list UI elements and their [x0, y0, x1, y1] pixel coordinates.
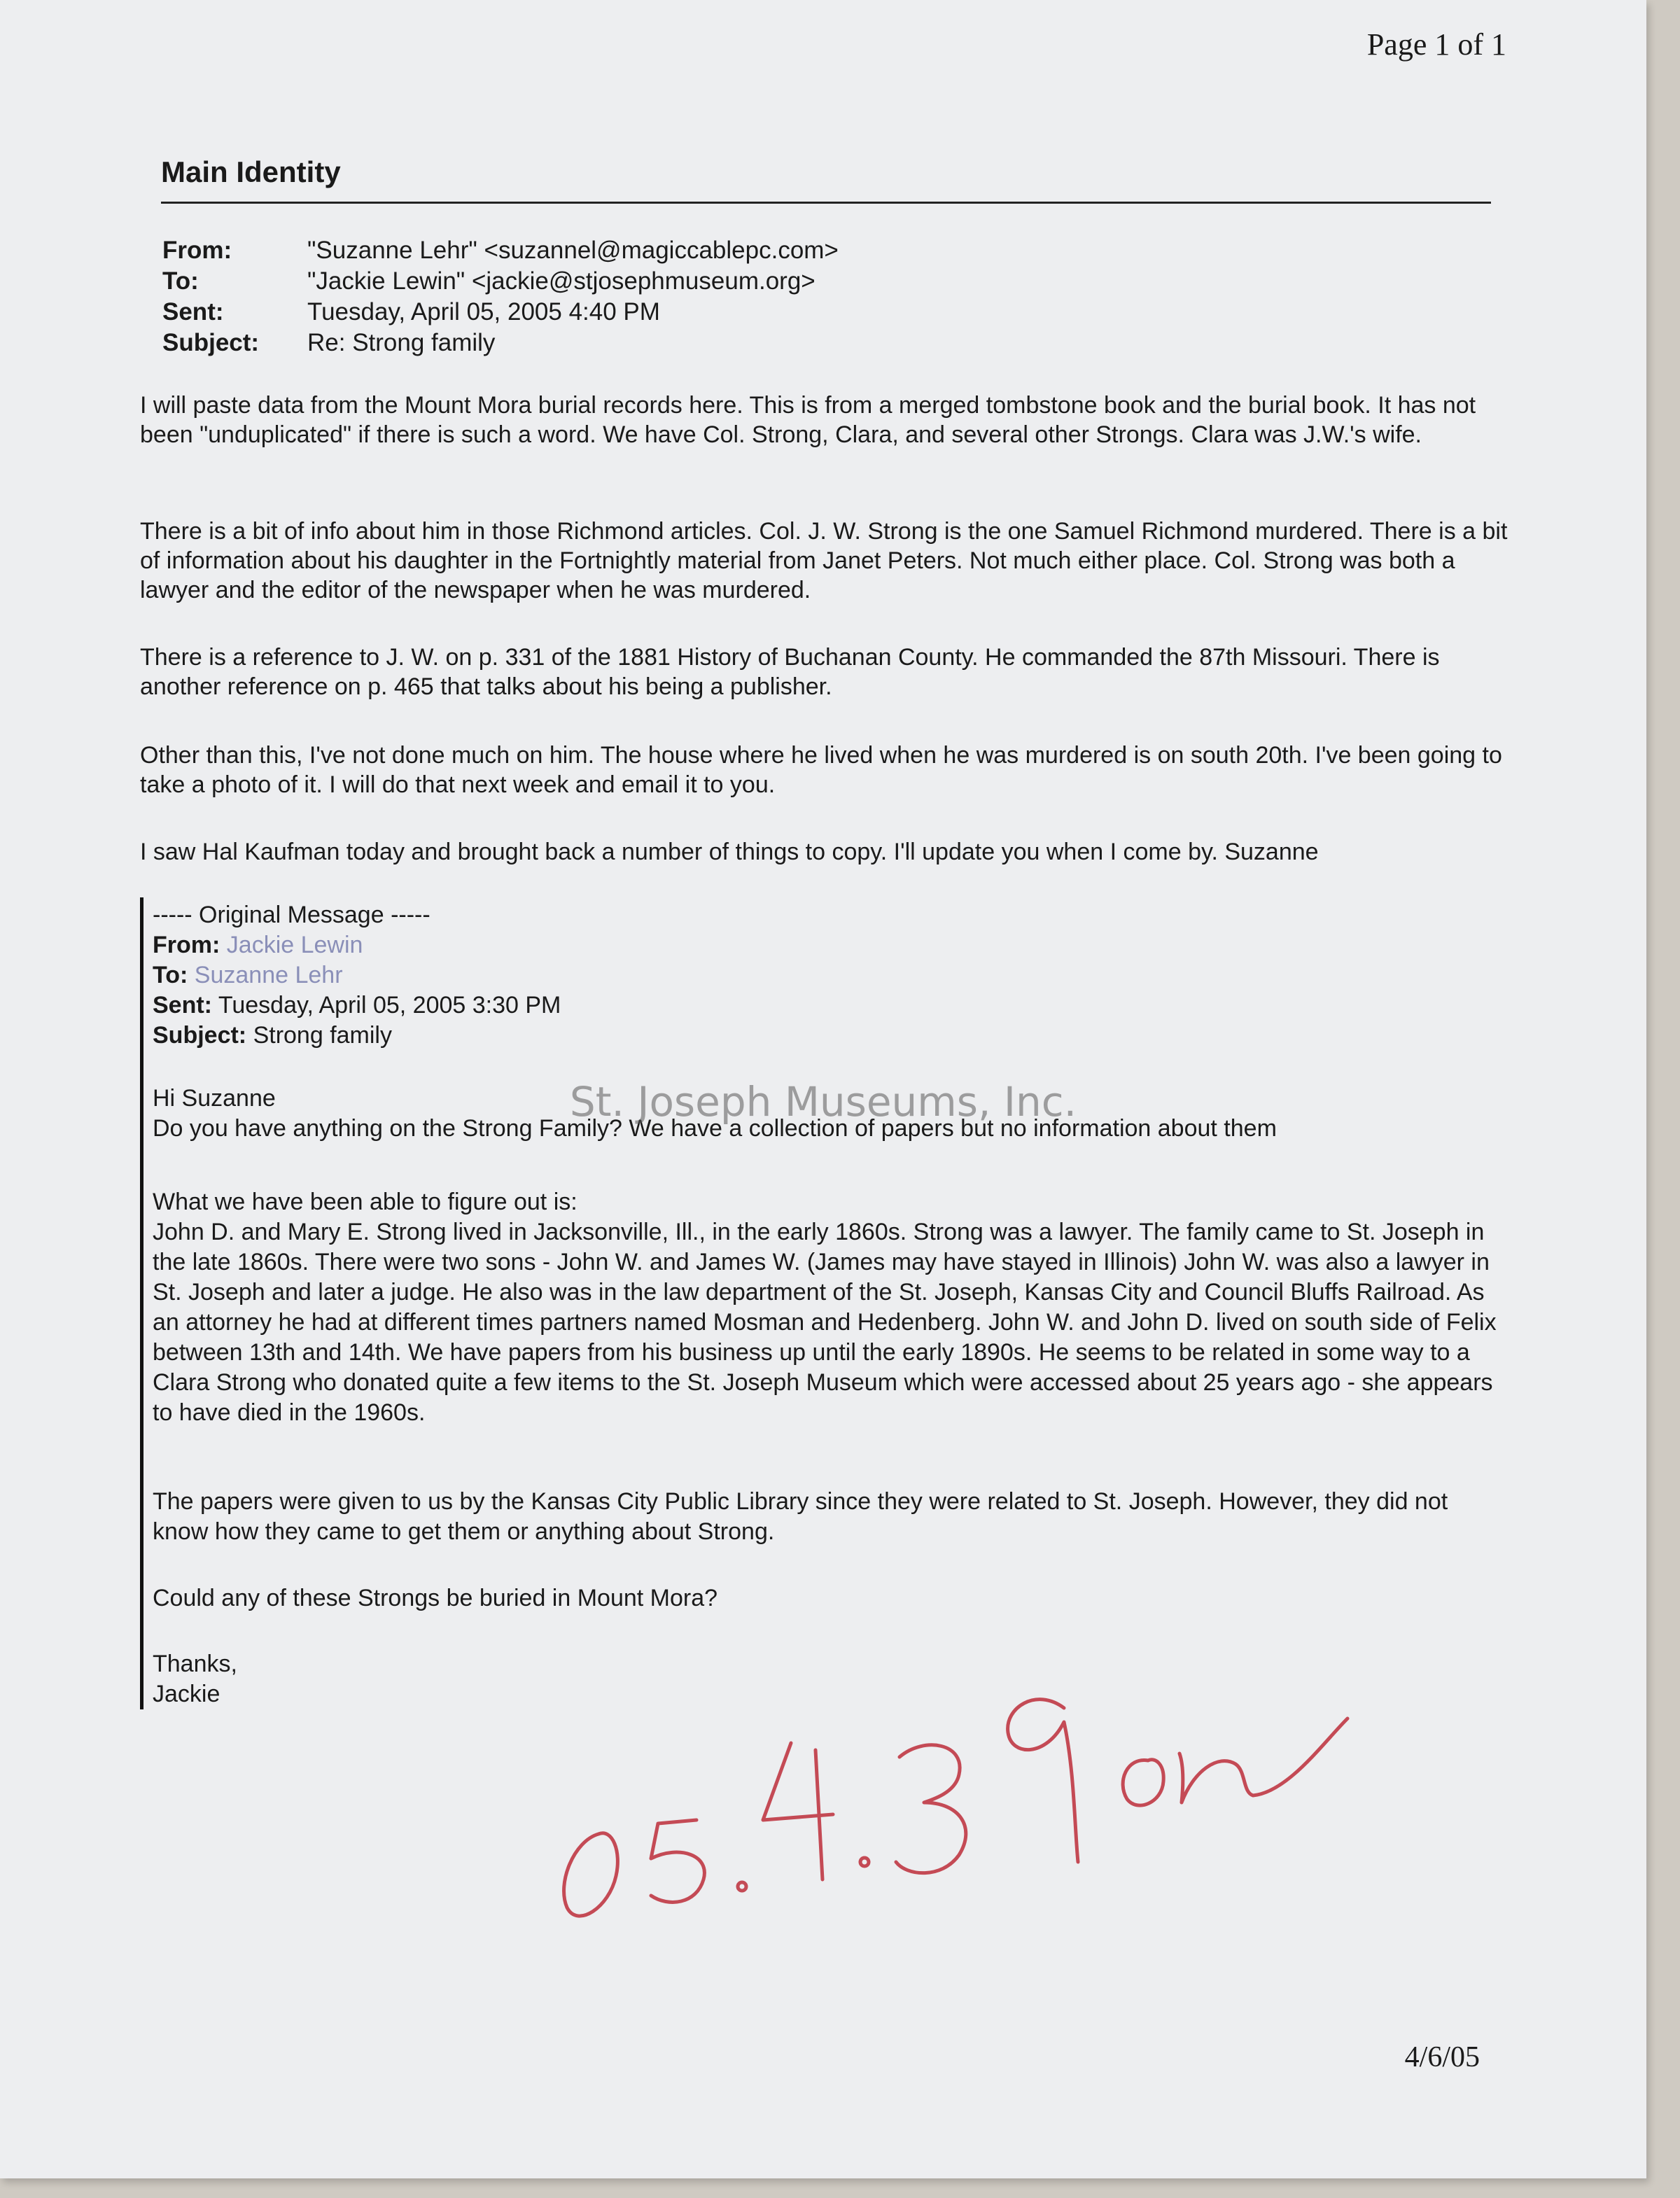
from-row [162, 235, 839, 266]
subject-label: Subject: [162, 329, 260, 356]
original-question: Do you have anything on the Strong Family? We have a collection of papers but no information about them [153, 1115, 1277, 1142]
to-row [162, 266, 839, 297]
original-message-header [153, 900, 1504, 1051]
page-title: Main Identity [161, 155, 341, 188]
subject-row [162, 328, 839, 358]
original-to-row [153, 960, 1504, 990]
email-header [162, 235, 839, 358]
to-label: To: [162, 267, 199, 295]
original-subject-row [153, 1021, 1504, 1051]
sent-value: Tuesday, April 05, 2005 4:40 PM [307, 298, 660, 326]
original-figure-text: John D. and Mary E. Strong lived in Jacksonville, Ill., in the early 1860s. Strong was a lawyer. The family came to St. Joseph in the late 1860s. There were two sons - John W. and James W. (James may have stayed in Illinois) John W. was also a lawyer in St. Joseph and later a judge. He also was in the law department of the St. Joseph, Kansas City and Council Bluffs Railroad. As an attorney he had at different times partners named Mosman and Hedenberg. John W. and John D. lived on south side of Felix between 13th and 14th. We have papers from his business up until the early 1890s. He seems to be related in some way to a Clara Strong who donated quite a few items to the St. Joseph Museum which were accessed about 25 years ago - she appears to have died in the 1960s. [153, 1219, 1497, 1426]
original-figure-intro: What we have been able to figure out is: [153, 1189, 578, 1215]
original-to-link[interactable]: Suzanne Lehr [194, 962, 343, 988]
original-greeting: Hi Suzanne [153, 1085, 276, 1112]
sent-row [162, 297, 839, 328]
body-paragraph: I saw Hal Kaufman today and brought back a number of things to copy. I'll update you when I come by. Suzanne [140, 839, 1319, 865]
body-paragraph: There is a bit of info about him in those Richmond articles. Col. J. W. Strong is the one Samuel Richmond murdered. There is a bit of information about his daughter in the Fortnightly material from Janet Peters. Not much either place. Col. Strong was both a lawyer and the editor of the newspaper when he was murdered. [140, 518, 1508, 603]
body-paragraph: Other than this, I've not done much on him. The house where he lived when he was murdered is on south 20th. I've been going to take a photo of it. I will do that next week and email it to you. [140, 742, 1502, 798]
original-sent-row [153, 990, 1504, 1021]
body-paragraph: There is a reference to J. W. on p. 331 of the 1881 History of Buchanan County. He commanded the 87th Missouri. There is another reference on p. 465 that talks about his being a publisher. [140, 644, 1440, 700]
quote-bar [140, 897, 144, 1709]
original-from-link[interactable]: Jackie Lewin [226, 932, 363, 958]
handwritten-accession-number [546, 1631, 1386, 1925]
to-value: "Jackie Lewin" <jackie@stjosephmuseum.org> [307, 267, 816, 295]
original-thanks: Thanks, [153, 1651, 237, 1677]
subject-value: Re: Strong family [307, 329, 496, 356]
original-from-label: From: [153, 932, 220, 958]
sent-label: Sent: [162, 298, 224, 326]
original-figure-block [153, 1187, 1504, 1428]
original-message-divider: ----- Original Message ----- [153, 902, 430, 928]
original-from-row [153, 930, 1504, 960]
original-papers-paragraph: The papers were given to us by the Kansas City Public Library since they were related to St. Joseph. However, they did not know how they came to get them or anything about Strong. [153, 1488, 1448, 1545]
watermark: St. Joseph Museums, Inc. [569, 1078, 1077, 1126]
original-buried-question: Could any of these Strongs be buried in Mount Mora? [153, 1585, 718, 1611]
original-to-label: To: [153, 962, 188, 988]
original-subject-value: Strong family [253, 1022, 392, 1049]
original-subject-label: Subject: [153, 1022, 247, 1049]
page-number: Page 1 of 1 [1366, 27, 1506, 62]
from-label: From: [162, 237, 232, 264]
original-sent-label: Sent: [153, 992, 212, 1018]
title-divider [161, 202, 1491, 204]
original-sent-value: Tuesday, April 05, 2005 3:30 PM [218, 992, 561, 1018]
body-paragraph: I will paste data from the Mount Mora burial records here. This is from a merged tombstone book and the burial book. It has not been "unduplicated" if there is such a word. We have Col. Strong, Clara, and several other Strongs. Clara was J.W.'s wife. [140, 392, 1476, 448]
date-stamp: 4/6/05 [1404, 2041, 1480, 2073]
original-signature: Jackie [153, 1681, 220, 1707]
from-value: "Suzanne Lehr" <suzannel@magiccablepc.com> [307, 237, 839, 264]
